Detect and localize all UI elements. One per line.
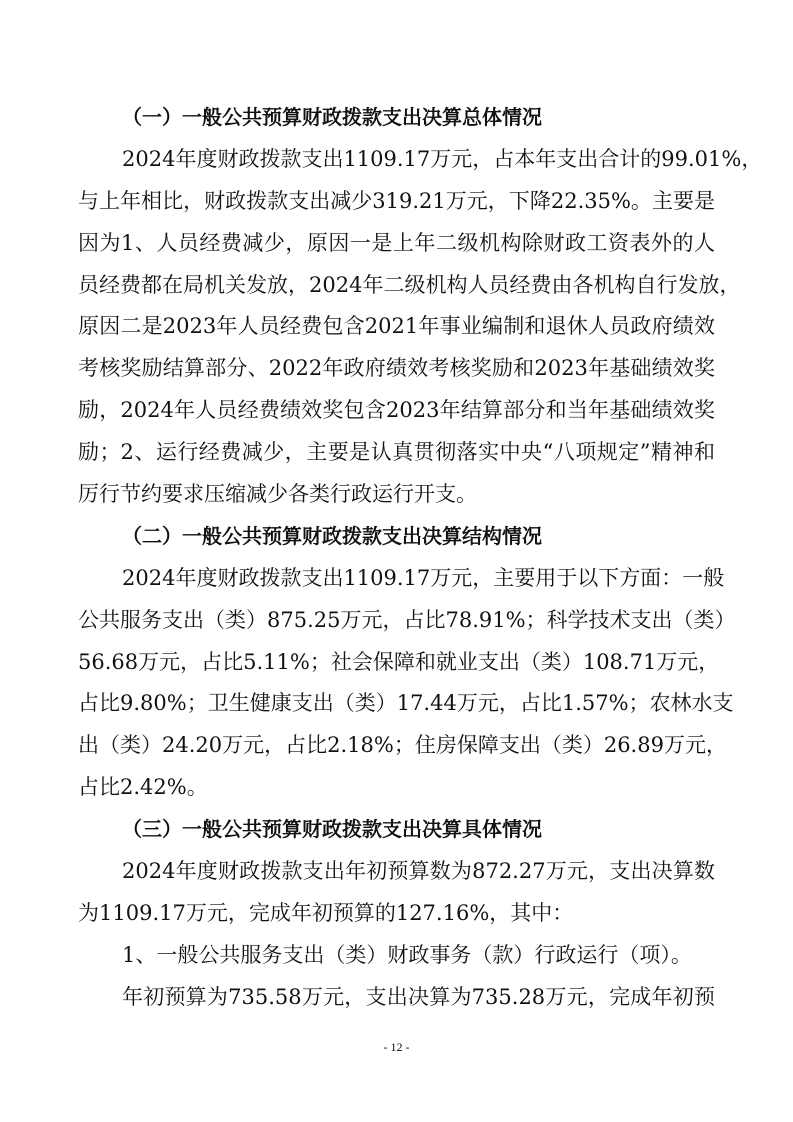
paragraph-line: 励；2、运行经费减少，主要是认真贯彻落实中央“八项规定”精神和	[78, 440, 715, 465]
list-item-heading: 1、一般公共服务支出（类）财政事务（款）行政运行（项）。	[122, 942, 692, 967]
paragraph-line: 因为1、人员经费减少，原因一是上年二级机构除财政工资表外的人	[78, 230, 715, 255]
paragraph-line: 厉行节约要求压缩减少各类行政运行开支。	[78, 482, 477, 507]
paragraph-line: 2024年度财政拨款支出1109.17万元，占本年支出合计的99.01%，	[122, 146, 763, 171]
paragraph-line: 原因二是2023年人员经费包含2021年事业编制和退休人员政府绩效	[78, 314, 715, 339]
section-heading: （二）一般公共预算财政拨款支出决算结构情况	[122, 523, 542, 548]
section-heading: （一）一般公共预算财政拨款支出决算总体情况	[122, 105, 542, 129]
document-body	[78, 97, 763, 1019]
paragraph-line: 励，2024年人员经费绩效奖包含2023年结算部分和当年基础绩效奖	[78, 398, 715, 423]
section-heading: （三）一般公共预算财政拨款支出决算具体情况	[122, 817, 542, 842]
paragraph-line: 出（类）24.20万元，占比2.18%；住房保障支出（类）26.89万元，	[78, 733, 727, 758]
paragraph-line: 2024年度财政拨款支出年初预算数为872.27万元，支出决算数	[122, 859, 715, 884]
paragraph-line: 与上年相比，财政拨款支出减少319.21万元，下降22.35%。主要是	[78, 188, 715, 213]
paragraph-line: 考核奖励结算部分、2022年政府绩效考核奖励和2023年基础绩效奖	[78, 356, 715, 381]
paragraph-line: 公共服务支出（类）875.25万元，占比78.91%；科学技术支出（类）	[78, 607, 736, 632]
paragraph-line: 56.68万元，占比5.11%；社会保障和就业支出（类）108.71万元，	[78, 649, 720, 674]
paragraph-line: 为1109.17万元，完成年初预算的127.16%，其中：	[78, 900, 574, 925]
paragraph-line: 员经费都在局机关发放，2024年二级机构人员经费由各机构自行发放，	[78, 272, 741, 297]
paragraph-line: 占比9.80%；卫生健康支出（类）17.44万元，占比1.57%；农林水支	[78, 691, 734, 716]
page-number: - 12 -	[383, 1040, 410, 1054]
paragraph-line: 2024年度财政拨款支出1109.17万元，主要用于以下方面：一般	[122, 565, 725, 590]
paragraph-line: 占比2.42%。	[78, 775, 208, 800]
paragraph-line: 年初预算为735.58万元，支出决算为735.28万元，完成年初预	[122, 984, 715, 1009]
